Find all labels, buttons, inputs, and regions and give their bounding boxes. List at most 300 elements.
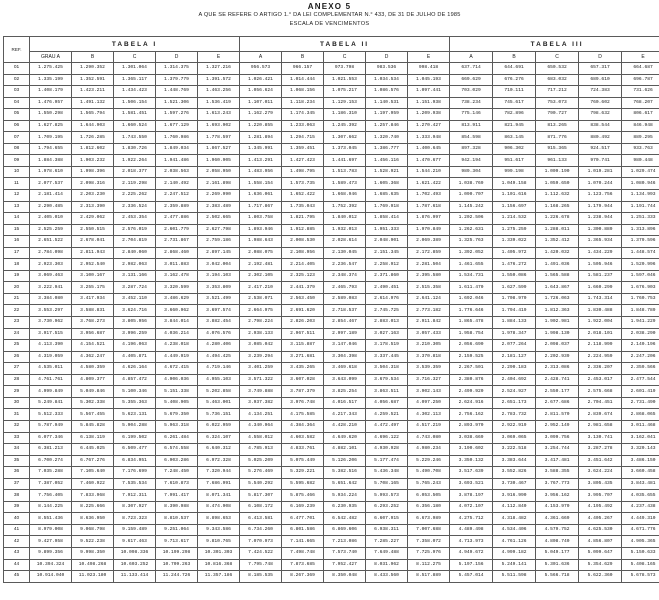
- value-cell: 4.134.251: [240, 409, 282, 421]
- value-cell: 5.567.455: [72, 409, 114, 421]
- table-row: [4, 259, 659, 271]
- value-cell: 1.692.046: [450, 293, 493, 305]
- value-cell: 4.196.063: [114, 340, 156, 352]
- value-cell: 5.099.647: [579, 547, 622, 559]
- value-cell: 1.998.130: [536, 328, 579, 340]
- value-cell: 1.112.632: [536, 190, 579, 202]
- value-cell: 1.830.726: [114, 143, 156, 155]
- value-cell: 3.697.574: [198, 305, 240, 317]
- value-cell: 1.191.744: [622, 201, 659, 213]
- value-cell: 6.607.915: [366, 513, 408, 525]
- value-cell: 1.162.279: [240, 109, 282, 121]
- value-cell: 1.676.903: [622, 282, 659, 294]
- value-cell: 696.787: [622, 74, 659, 86]
- value-cell: 1.408.179: [30, 86, 72, 98]
- value-cell: 6.801.586: [282, 524, 324, 536]
- value-cell: 3.287.724: [114, 282, 156, 294]
- value-cell: 5.151.338: [156, 386, 198, 398]
- value-cell: 1.978.610: [30, 166, 72, 178]
- value-cell: 2.550.515: [72, 224, 114, 236]
- value-cell: 4.809.377: [72, 374, 114, 386]
- value-cell: 3.552.826: [493, 467, 536, 479]
- value-cell: 7.105.640: [72, 467, 114, 479]
- value-cell: 2.601.779: [156, 224, 198, 236]
- value-cell: 2.441.379: [282, 282, 324, 294]
- value-cell: 760.602: [579, 97, 622, 109]
- value-cell: 1.743.314: [579, 293, 622, 305]
- value-cell: 2.627.798: [198, 224, 240, 236]
- value-cell: 4.175.585: [282, 409, 324, 421]
- value-cell: 4.112.840: [493, 501, 536, 513]
- value-cell: 1.988.643: [240, 236, 282, 248]
- value-cell: 2.563.450: [282, 293, 324, 305]
- value-cell: 1.290.352: [72, 63, 114, 75]
- ref-cell: 28: [4, 374, 30, 386]
- value-cell: 2.745.725: [366, 305, 408, 317]
- table-row: [4, 397, 659, 409]
- value-cell: 2.159.525: [450, 351, 493, 363]
- value-cell: 7.873.685: [282, 559, 324, 571]
- value-cell: 1.821.795: [282, 213, 324, 225]
- value-cell: 3.130.741: [579, 432, 622, 444]
- value-cell: 2.704.451: [579, 397, 622, 409]
- value-cell: 3.825.254: [324, 386, 366, 398]
- value-cell: 1.209.938: [408, 109, 450, 121]
- value-cell: 1.483.956: [240, 166, 282, 178]
- value-cell: 6.230.935: [324, 501, 366, 513]
- table-row: [4, 467, 659, 479]
- value-cell: 5.197.156: [450, 559, 493, 571]
- value-cell: 4.113.390: [30, 340, 72, 352]
- value-cell: 4.517.219: [408, 420, 450, 432]
- value-cell: 2.651.522: [30, 236, 72, 248]
- value-cell: 1.151.938: [408, 97, 450, 109]
- value-cell: 2.589.083: [324, 293, 366, 305]
- ref-cell: 21: [4, 293, 30, 305]
- value-cell: 768.207: [622, 97, 659, 109]
- value-cell: 1.643.867: [536, 282, 579, 294]
- value-cell: 4.625.530: [579, 524, 622, 536]
- value-cell: 3.517.639: [450, 467, 493, 479]
- ref-cell: 10: [4, 166, 30, 178]
- value-cell: 5.457.014: [450, 571, 493, 583]
- value-cell: 4.999.182: [493, 547, 536, 559]
- value-cell: 2.550.177: [536, 386, 579, 398]
- table-row: [4, 143, 659, 155]
- value-cell: 2.854.467: [324, 317, 366, 329]
- value-cell: 1.045.193: [408, 74, 450, 86]
- value-cell: 6.673.989: [408, 513, 450, 525]
- value-cell: 2.192.481: [240, 259, 282, 271]
- value-cell: 4.428.210: [324, 420, 366, 432]
- value-cell: 973.798: [324, 63, 366, 75]
- value-cell: 4.672.415: [156, 363, 198, 375]
- value-cell: 2.281.504: [408, 259, 450, 271]
- value-cell: 7.176.699: [114, 467, 156, 479]
- value-cell: 1.726.285: [72, 132, 114, 144]
- value-cell: 1.876.997: [408, 213, 450, 225]
- table-row: [4, 536, 659, 548]
- value-cell: 753.073: [536, 97, 579, 109]
- value-cell: 1.848.789: [622, 305, 659, 317]
- value-cell: 1.090.707: [450, 190, 493, 202]
- value-cell: 7.460.922: [72, 478, 114, 490]
- value-cell: 1.379.596: [622, 236, 659, 248]
- value-cell: 3.350.132: [450, 455, 493, 467]
- value-cell: 7.141.665: [282, 536, 324, 548]
- value-cell: 8.225.666: [72, 501, 114, 513]
- value-cell: 1.627.825: [30, 120, 72, 132]
- value-cell: 3.902.143: [408, 386, 450, 398]
- value-cell: 3.100.167: [72, 270, 114, 282]
- value-cell: 1.021.553: [324, 74, 366, 86]
- value-cell: 1.558.154: [240, 178, 282, 190]
- value-cell: 4.719.146: [198, 363, 240, 375]
- value-cell: 1.550.298: [30, 109, 72, 121]
- value-cell: 1.660.524: [114, 120, 156, 132]
- value-cell: 1.019.281: [579, 166, 622, 178]
- value-cell: 1.352.591: [72, 74, 114, 86]
- value-cell: 1.858.414: [366, 213, 408, 225]
- column-header: D: [579, 52, 622, 63]
- value-cell: 5.463.001: [198, 397, 240, 409]
- value-cell: 813.911: [450, 120, 493, 132]
- value-cell: 8.071.341: [198, 490, 240, 502]
- value-cell: 6.834.951: [114, 455, 156, 467]
- value-cell: 5.249.841: [30, 397, 72, 409]
- value-cell: 3.768.273: [72, 317, 114, 329]
- value-cell: 1.498.795: [282, 166, 324, 178]
- value-cell: 5.025.209: [240, 455, 282, 467]
- value-cell: 915.365: [536, 143, 579, 155]
- value-cell: 2.981.658: [579, 420, 622, 432]
- value-cell: 1.313.896: [622, 224, 659, 236]
- value-cell: 3.069.463: [30, 270, 72, 282]
- table-row: [4, 559, 659, 571]
- value-cell: 3.539.359: [408, 363, 450, 375]
- value-cell: 2.911.842: [408, 317, 450, 329]
- ref-cell: 29: [4, 386, 30, 398]
- value-cell: 1.760.753: [622, 293, 659, 305]
- value-cell: 2.691.620: [282, 305, 324, 317]
- value-cell: 6.640.312: [198, 444, 240, 456]
- value-cell: 2.371.860: [366, 270, 408, 282]
- value-cell: 1.534.731: [450, 270, 493, 282]
- value-cell: 6.169.239: [282, 501, 324, 513]
- value-cell: 1.903.232: [72, 155, 114, 167]
- value-cell: 1.573.735: [282, 178, 324, 190]
- value-cell: 1.009.190: [536, 166, 579, 178]
- value-cell: 1.597.276: [156, 109, 198, 121]
- value-cell: 7.213.086: [324, 536, 366, 548]
- document-subtitle: A QUE SE REFERE O ARTIGO 1.° DA LEI COMPLEMENTAR N.° 433, DE 31 DE JULHO DE 1985: [198, 12, 461, 18]
- value-cell: 2.883.013: [366, 317, 408, 329]
- value-cell: 4.318.482: [493, 513, 536, 525]
- value-cell: 1.068.156: [282, 86, 324, 98]
- value-cell: 2.247.206: [622, 351, 659, 363]
- value-cell: 2.130.045: [324, 247, 366, 259]
- value-cell: 9.159.489: [114, 524, 156, 536]
- value-cell: 1.597.046: [622, 270, 659, 282]
- value-cell: 3.660.458: [622, 467, 659, 479]
- table-row: [4, 513, 659, 525]
- value-cell: 5.177.474: [366, 455, 408, 467]
- value-cell: 1.760.986: [156, 132, 198, 144]
- value-cell: 7.725.976: [408, 547, 450, 559]
- value-cell: 1.220.855: [240, 120, 282, 132]
- value-cell: 6.509.477: [114, 444, 156, 456]
- ref-column-header: REF.: [4, 37, 30, 63]
- value-cell: 2.359.889: [156, 201, 198, 213]
- value-cell: 1.660.299: [579, 282, 622, 294]
- column-header: A: [450, 52, 493, 63]
- value-cell: 5.049.846: [72, 386, 114, 398]
- ref-cell: 40: [4, 513, 30, 525]
- value-cell: 1.413.291: [240, 155, 282, 167]
- table-row: [4, 328, 659, 340]
- value-cell: 2.798.224: [240, 317, 282, 329]
- value-cell: 2.868.065: [622, 409, 659, 421]
- value-cell: 2.181.127: [493, 351, 536, 363]
- value-cell: 2.098.316: [72, 178, 114, 190]
- value-cell: 3.624.716: [114, 305, 156, 317]
- value-cell: 7.535.534: [114, 478, 156, 490]
- value-cell: 2.477.544: [622, 374, 659, 386]
- value-cell: 1.476.957: [30, 97, 72, 109]
- ref-cell: 31: [4, 409, 30, 421]
- value-cell: 6.445.025: [72, 444, 114, 456]
- value-cell: 1.794.419: [493, 305, 536, 317]
- table-row: [4, 305, 659, 317]
- value-cell: 3.916.990: [493, 490, 536, 502]
- value-cell: 1.257.846: [366, 120, 408, 132]
- value-cell: 7.387.052: [30, 478, 72, 490]
- value-cell: 1.300.889: [579, 224, 622, 236]
- ref-cell: 35: [4, 455, 30, 467]
- value-cell: 2.258.912: [366, 259, 408, 271]
- value-cell: 5.150.633: [622, 547, 659, 559]
- value-cell: 2.731.867: [156, 236, 198, 248]
- value-cell: 3.996.259: [114, 328, 156, 340]
- value-cell: 1.922.004: [579, 317, 622, 329]
- value-cell: 3.730.467: [493, 478, 536, 490]
- value-cell: 3.660.962: [156, 305, 198, 317]
- value-cell: 9.251.064: [156, 524, 198, 536]
- value-cell: 717.212: [536, 86, 579, 98]
- value-cell: 7.573.740: [324, 547, 366, 559]
- value-cell: 1.034.534: [366, 74, 408, 86]
- value-cell: 8.185.535: [240, 571, 282, 583]
- value-cell: 1.865.478: [450, 317, 493, 329]
- value-cell: 3.553.297: [30, 305, 72, 317]
- table-row: [4, 282, 659, 294]
- value-cell: 1.123.756: [579, 190, 622, 202]
- value-cell: 4.558.012: [240, 432, 282, 444]
- value-cell: 1.544.210: [408, 166, 450, 178]
- value-cell: 2.018.377: [114, 166, 156, 178]
- value-cell: 790.727: [536, 109, 579, 121]
- value-cell: 1.359.451: [282, 143, 324, 155]
- value-cell: 2.302.105: [240, 270, 282, 282]
- table-row: [4, 166, 659, 178]
- value-cell: 4.949.672: [450, 547, 493, 559]
- table-row: [4, 213, 659, 225]
- value-cell: 1.314.375: [156, 63, 198, 75]
- value-cell: 2.922.919: [493, 420, 536, 432]
- value-cell: 4.671.776: [622, 524, 659, 536]
- value-cell: 2.576.019: [114, 224, 156, 236]
- ref-cell: 20: [4, 282, 30, 294]
- value-cell: 10.498.268: [72, 559, 114, 571]
- value-cell: 2.938.133: [240, 328, 282, 340]
- value-cell: 3.878.197: [450, 490, 493, 502]
- value-cell: 1.391.572: [198, 74, 240, 86]
- value-cell: 5.765.243: [408, 478, 450, 490]
- value-cell: 738.234: [450, 97, 493, 109]
- table-row: [4, 501, 659, 513]
- value-cell: 1.307.662: [324, 132, 366, 144]
- tabela-2-header: TABELA II: [240, 37, 450, 52]
- value-cell: 4.405.871: [114, 351, 156, 363]
- value-cell: 2.336.524: [114, 201, 156, 213]
- value-cell: 854.598: [450, 132, 493, 144]
- table-group-header-row: [4, 37, 659, 52]
- value-cell: 6.700.274: [30, 455, 72, 467]
- value-cell: 4.302.113: [408, 409, 450, 421]
- value-cell: 2.811.943: [72, 247, 114, 259]
- value-cell: 2.359.566: [622, 363, 659, 375]
- value-cell: 2.525.259: [30, 224, 72, 236]
- value-cell: 3.304.398: [324, 351, 366, 363]
- value-cell: 8.979.008: [30, 524, 72, 536]
- value-cell: 1.049.158: [493, 178, 536, 190]
- value-cell: 1.902.981: [536, 317, 579, 329]
- value-cell: 1.830.488: [579, 305, 622, 317]
- value-cell: 9.522.238: [72, 536, 114, 548]
- value-cell: 821.945: [493, 120, 536, 132]
- value-cell: 8.723.323: [114, 513, 156, 525]
- value-cell: 813.265: [536, 120, 579, 132]
- value-cell: 4.856.807: [579, 536, 622, 548]
- value-cell: 1.145.242: [450, 201, 493, 213]
- value-cell: 3.287.278: [579, 444, 622, 456]
- value-cell: 8.350.048: [324, 571, 366, 583]
- value-cell: 5.622.360: [579, 571, 622, 583]
- value-cell: 5.126.206: [324, 455, 366, 467]
- value-cell: 1.056.624: [240, 86, 282, 98]
- value-cell: 5.329.221: [282, 467, 324, 479]
- value-cell: 5.540.292: [240, 478, 282, 490]
- value-cell: 5.511.598: [493, 571, 536, 583]
- value-cell: 1.226.678: [536, 213, 579, 225]
- value-cell: 871.776: [536, 132, 579, 144]
- value-cell: 4.237.438: [622, 501, 659, 513]
- value-cell: 2.038.563: [156, 166, 198, 178]
- value-cell: 4.713.973: [450, 536, 493, 548]
- value-cell: 5.875.466: [282, 490, 324, 502]
- ref-cell: 19: [4, 270, 30, 282]
- value-cell: 5.249.141: [493, 559, 536, 571]
- value-cell: 7.498.748: [282, 547, 324, 559]
- value-cell: 1.101.616: [493, 190, 536, 202]
- value-cell: 2.383.489: [198, 201, 240, 213]
- ref-cell: 05: [4, 109, 30, 121]
- table-column-header-row: [4, 52, 659, 63]
- value-cell: 1.156.697: [493, 201, 536, 213]
- value-cell: 9.068.798: [72, 524, 114, 536]
- value-cell: 7.833.968: [72, 490, 114, 502]
- value-cell: 1.922.264: [114, 155, 156, 167]
- value-cell: 2.088.075: [240, 247, 282, 259]
- value-cell: 2.784.098: [30, 247, 72, 259]
- value-cell: 2.313.390: [72, 201, 114, 213]
- value-cell: 7.756.405: [30, 490, 72, 502]
- value-cell: 1.565.794: [72, 109, 114, 121]
- value-cell: 1.605.368: [366, 178, 408, 190]
- value-cell: 5.229.246: [408, 455, 450, 467]
- column-header: E: [622, 52, 659, 63]
- column-header: A: [240, 52, 282, 63]
- value-cell: 942.194: [450, 155, 493, 167]
- value-cell: 637.714: [450, 63, 493, 75]
- value-cell: 1.463.256: [198, 86, 240, 98]
- value-cell: 2.140.492: [156, 178, 198, 190]
- value-cell: 2.108.956: [282, 247, 324, 259]
- value-cell: 1.168.265: [536, 201, 579, 213]
- value-cell: 11.244.726: [156, 571, 198, 583]
- value-cell: 683.032: [536, 74, 579, 86]
- table-row: [4, 132, 659, 144]
- value-cell: 3.571.322: [240, 374, 282, 386]
- value-cell: 4.016.517: [324, 397, 366, 409]
- value-cell: 5.354.629: [579, 559, 622, 571]
- value-cell: 2.575.668: [579, 386, 622, 398]
- value-cell: 8.474.908: [198, 501, 240, 513]
- value-cell: 2.225.262: [114, 190, 156, 202]
- value-cell: 2.048.901: [366, 236, 408, 248]
- value-cell: 3.147.046: [324, 340, 366, 352]
- value-cell: 3.383.644: [493, 455, 536, 467]
- value-cell: 10.603.252: [114, 559, 156, 571]
- value-cell: 863.145: [493, 132, 536, 144]
- table-row: [4, 247, 659, 259]
- column-header: C: [324, 52, 366, 63]
- value-cell: 644.691: [493, 63, 536, 75]
- value-cell: 8.810.537: [156, 513, 198, 525]
- value-cell: 2.077.264: [493, 340, 536, 352]
- value-cell: 1.812.602: [72, 143, 114, 155]
- value-cell: 689.610: [579, 74, 622, 86]
- value-cell: 1.581.237: [579, 270, 622, 282]
- value-cell: 1.668.946: [324, 190, 366, 202]
- value-cell: 5.490.708: [408, 467, 450, 479]
- value-cell: 5.708.165: [366, 478, 408, 490]
- value-cell: 6.767.276: [72, 455, 114, 467]
- value-cell: 8.144.225: [30, 501, 72, 513]
- table-row: [4, 63, 659, 75]
- value-cell: 2.214.405: [282, 259, 324, 271]
- value-cell: 2.477.886: [156, 213, 198, 225]
- value-cell: 6.261.484: [156, 432, 198, 444]
- value-cell: 3.131.166: [114, 270, 156, 282]
- value-cell: 970.741: [579, 155, 622, 167]
- value-cell: 3.320.599: [156, 282, 198, 294]
- value-cell: 2.731.490: [622, 397, 659, 409]
- value-cell: 3.370.818: [408, 351, 450, 363]
- value-cell: 4.319.059: [30, 351, 72, 363]
- value-cell: 3.417.934: [72, 293, 114, 305]
- value-cell: 3.679.534: [366, 374, 408, 386]
